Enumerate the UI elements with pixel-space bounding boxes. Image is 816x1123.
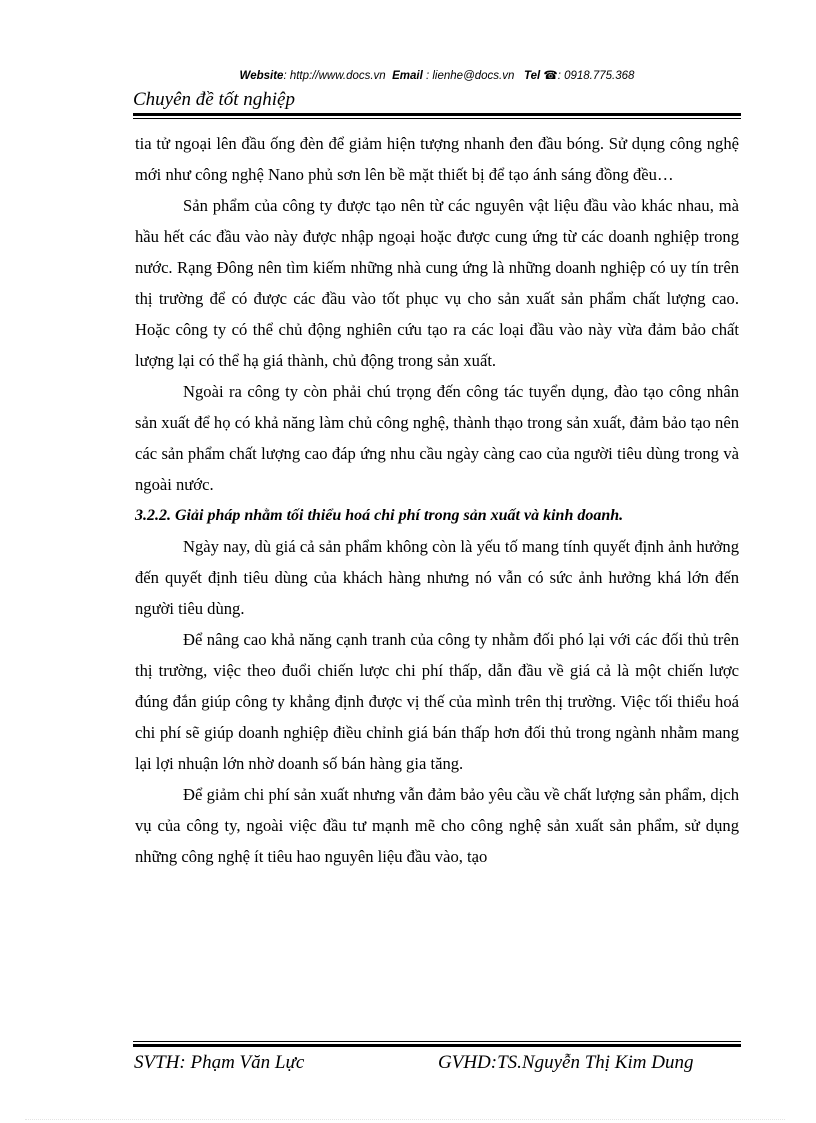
section-heading: 3.2.2. Giải pháp nhằm tối thiểu hoá chi phí trong sản xuất và kinh doanh.: [135, 507, 624, 524]
paragraph-cost-reduction: Để giảm chi phí sản xuất nhưng vẫn đảm bảo yêu cầu về chất lượng sản phẩm, dịch vụ của công ty, ngoài việc đầu tư mạnh mẽ cho công nghệ sản xuất sản phẩm, sử dụng những công nghệ ít tiêu hao nguyên liệu đầu vào, tạo: [135, 785, 739, 866]
advisor-name: GVHD:TS.Nguyễn Thị Kim Dung: [438, 1052, 694, 1073]
document-topic: Chuyên đề tốt nghiệp: [133, 89, 295, 110]
website-label: Website: [239, 70, 284, 82]
header-divider-thick: [133, 113, 741, 116]
email-label: Email: [392, 70, 423, 82]
paragraph-price-factor: Ngày nay, dù giá cả sản phẩm không còn là yếu tố mang tính quyết định ảnh hưởng đến quyết định tiêu dùng của khách hàng nhưng nó vẫn có sức ảnh hưởng khá lớn đến người tiêu dùng.: [135, 537, 739, 618]
website-url[interactable]: : http://www.docs.vn: [283, 70, 386, 82]
tel-number: : 0918.775.368: [557, 70, 635, 82]
footer-divider-thick: [133, 1044, 741, 1047]
email-address[interactable]: : lienhe@docs.vn: [425, 70, 515, 82]
paragraph-continuation: tia tử ngoại lên đầu ống đèn để giảm hiện tượng nhanh đen đầu bóng. Sử dụng công nghệ mới như công nghệ Nano phủ sơn lên bề mặt thiết bị để tạo ánh sáng đồng đều…: [135, 134, 739, 184]
student-name: SVTH: Phạm Văn Lực: [134, 1052, 305, 1073]
tel-label: Tel: [523, 70, 541, 82]
header-divider-thin: [133, 118, 741, 119]
telephone-icon: ☎: [543, 70, 558, 82]
website-header: [133, 68, 741, 82]
page-bottom-edge: [25, 1119, 785, 1120]
paragraph-training: Ngoài ra công ty còn phải chú trọng đến công tác tuyển dụng, đào tạo công nhân sản xuất để họ có khả năng làm chủ công nghệ, thành thạo trong sản xuất, đảm bảo tạo nên các sản phẩm chất lượng cao đáp ứng nhu cầu ngày càng cao của người tiêu dùng trong và ngoài nước.: [135, 382, 739, 494]
footer-divider-thin: [133, 1041, 741, 1042]
document-body: [135, 128, 739, 872]
paragraph-competitiveness: Để nâng cao khả năng cạnh tranh của công ty nhằm đối phó lại với các đối thủ trên thị trường, việc theo đuổi chiến lược chi phí thấp, dẫn đầu về giá cả là một chiến lược đúng đắn giúp công ty khẳng định được vị thế của mình trên thị trường. Việc tối thiểu hoá chi phí sẽ giúp doanh nghiệp điều chỉnh giá bán thấp hơn đối thủ trong ngành nhằm mang lại lợi nhuận lớn nhờ doanh số bán hàng gia tăng.: [135, 630, 739, 773]
paragraph-suppliers: Sản phẩm của công ty được tạo nên từ các nguyên vật liệu đầu vào khác nhau, mà hầu hết các đầu vào này được nhập ngoại hoặc được cung ứng từ các doanh nghiệp trong nước. Rạng Đông nên tìm kiếm những nhà cung ứng là những doanh nghiệp có uy tín trên thị trường để có được các đầu vào tốt phục vụ cho sản xuất sản phẩm chất lượng cao. Hoặc công ty có thể chủ động nghiên cứu tạo ra các loại đầu vào này vừa đảm bảo chất lượng lại có thể hạ giá thành, chủ động trong sản xuất.: [135, 196, 739, 370]
